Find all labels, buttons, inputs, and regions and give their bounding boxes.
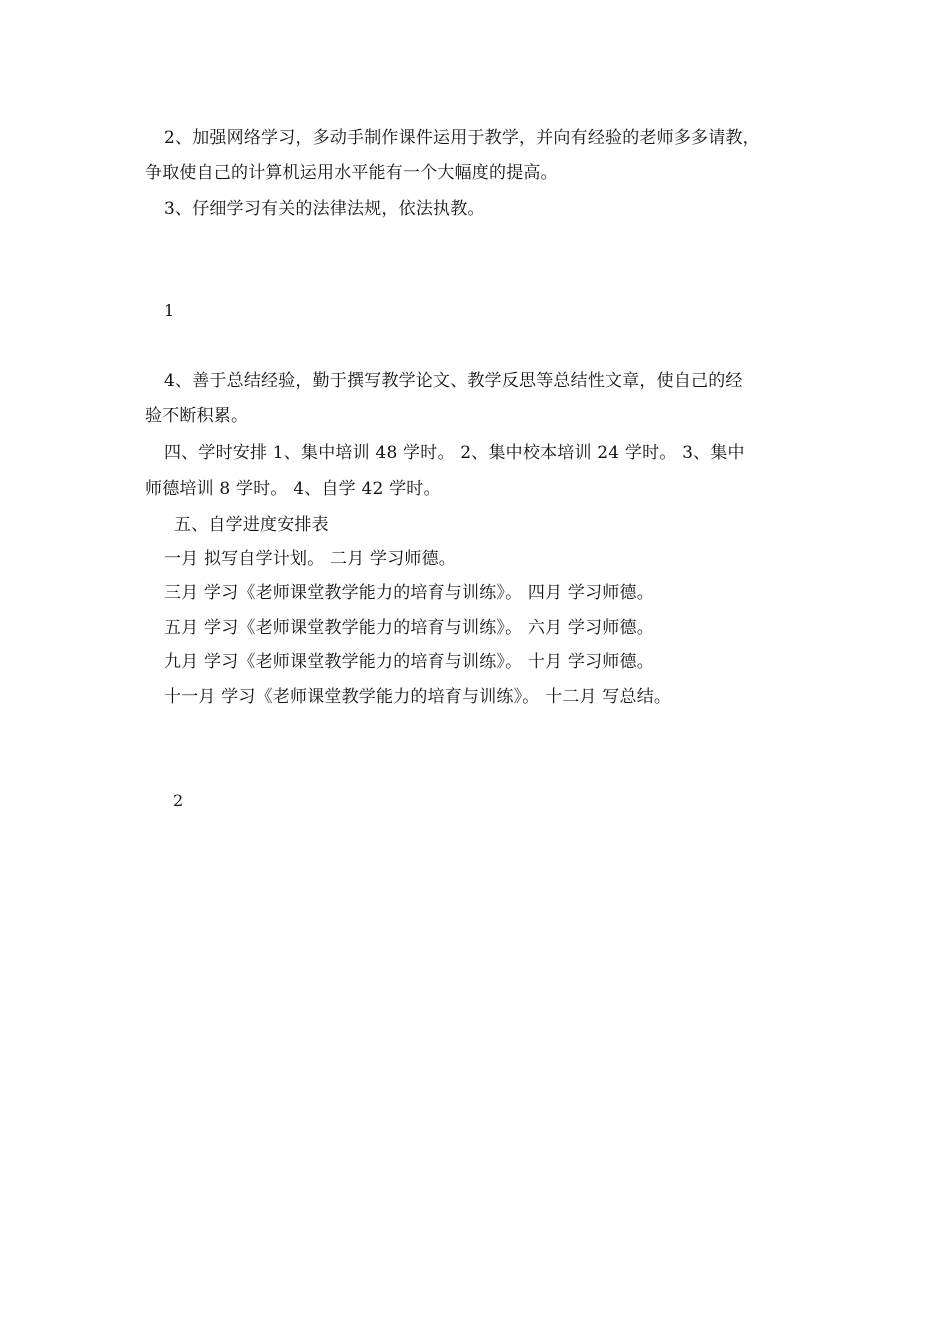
paragraph-line: 验不断积累。: [145, 406, 249, 426]
paragraph-line: 2、加强网络学习，多动手制作课件运用于教学，并向有经验的老师多多请教，: [164, 128, 760, 148]
paragraph-line: 师德培训 8 学时。 4、自学 42 学时。: [145, 479, 441, 499]
schedule-line: 十一月 学习《老师课堂教学能力的培育与训练》。 十二月 写总结。: [164, 687, 672, 707]
paragraph-line: 3、仔细学习有关的法律法规，依法执教。: [164, 199, 485, 219]
paragraph-line: 4、善于总结经验，勤于撰写教学论文、教学反思等总结性文章，使自己的经: [164, 371, 743, 391]
schedule-line: 五月 学习《老师课堂教学能力的培育与训练》。 六月 学习师德。: [164, 618, 654, 638]
schedule-line: 一月 拟写自学计划。 二月 学习师德。: [164, 549, 457, 569]
paragraph-line: 四、学时安排 1、集中培训 48 学时。 2、集中校本培训 24 学时。 3、集中: [164, 443, 745, 463]
page-number: 1: [164, 301, 175, 320]
page-number: 2: [173, 791, 184, 810]
schedule-line: 三月 学习《老师课堂教学能力的培育与训练》。 四月 学习师德。: [164, 583, 654, 603]
section-heading: 五、自学进度安排表: [174, 515, 329, 535]
schedule-line: 九月 学习《老师课堂教学能力的培育与训练》。 十月 学习师德。: [164, 652, 654, 672]
paragraph-line: 争取使自己的计算机运用水平能有一个大幅度的提高。: [145, 163, 558, 183]
